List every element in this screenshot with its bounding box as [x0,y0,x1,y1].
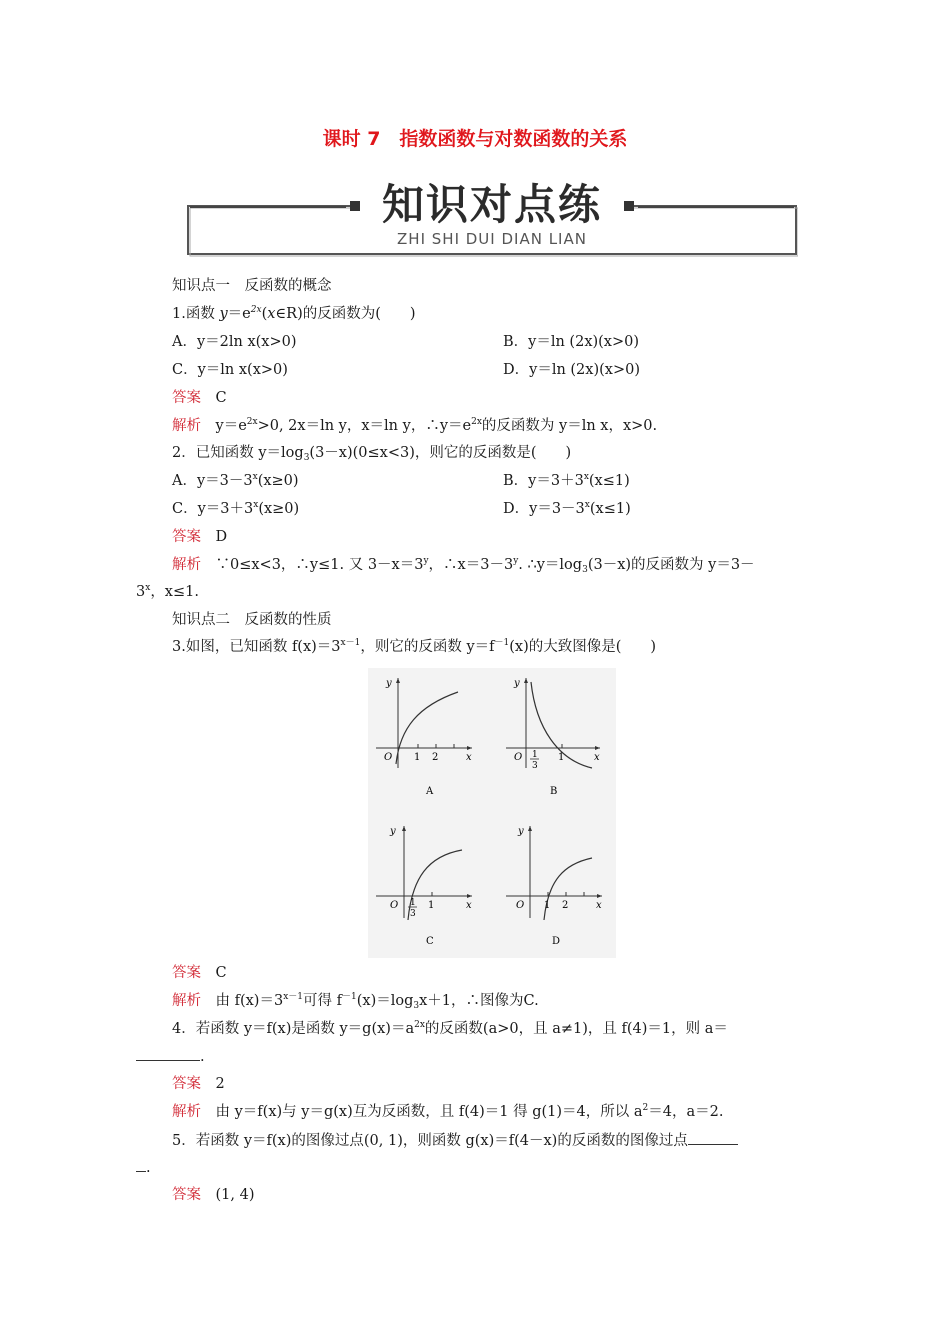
graph-c-caption: C [426,936,434,947]
graph-a-x-label: x [466,752,472,763]
graph-d-origin: O [516,900,525,911]
banner-sub-text: ZHI SHI DUI DIAN LIAN [397,230,587,248]
graph-b-caption: B [550,786,558,797]
q4-analysis: 解析 由 y＝f(x)与 y＝g(x)互为反函数，且 f(4)＝1 得 g(1)＝4，所以 $a^2=4$，a＝2. [172,1103,724,1120]
graph-c-fraction-num: 1 [410,898,416,908]
graph-c-origin: O [390,900,399,911]
question-3-stem: 3.如图，已知函数 $f(x)=3^{x-1}$，则它的反函数 $y=f^{-1}(x)$的大致图像是( ) [172,638,657,655]
q4-answer: 答案 2 [172,1076,225,1092]
graph-b-origin: O [514,752,523,763]
graph-d-tick-2: 2 [562,900,569,911]
question-5-stem: 5．若函数 y＝f(x)的图像过点(0, 1)，则函数 g(x)＝f(4－x)的反函数的图像过点 [172,1130,738,1151]
q1-option-d: D．y＝ln (2x)(x>0) [503,362,640,378]
section-heading-2: 知识点二 反函数的性质 [172,612,332,628]
question-2-stem: 2．已知函数 $y=\log_3(3-x)(0\le x<3)$，则它的反函数是( ) [172,445,572,463]
q3-answer: 答案 C [172,965,227,981]
graph-a-tick-1: 1 [414,752,421,763]
q2-option-d: D．$y=3-3^x(x\le 1)$ [503,500,631,517]
graph-a-tick-2: 2 [432,752,439,763]
graph-d-x-label: x [596,900,602,911]
banner-main-text: 知识对点练 [381,180,602,229]
q4-answer-blank[interactable] [136,1046,200,1061]
q2-option-c: C．$y=3+3^x(x\ge 0)$ [172,500,300,517]
graph-c-tick-1: 1 [428,900,435,911]
graph-d-y-label: y [518,826,524,837]
q2-answer: 答案 D [172,529,228,545]
section-banner [186,170,798,258]
question-4-stem: 4．若函数 y＝f(x)是函数 $y=g(x)=a^{2x}$的反函数(a>0，且 a≠1)，且 f(4)＝1，则 a＝ [172,1020,728,1037]
graph-a-caption: A [426,786,434,797]
graph-b-fraction-num: 1 [532,750,538,760]
question-5-blank-line: . [136,1157,151,1178]
q2-analysis-line-1: 解析 ∵0≤x<3，∴y≤1. 又 $3-x=3^y$，$\therefore x=3-3^y$. $\therefore y=\log_3(3-x)$的反函数为 y＝3－ [172,556,755,575]
q2-option-b: B．$y=3+3^x(x\le 1)$ [503,472,630,489]
graph-d-caption: D [552,936,561,947]
graph-c-y-label: y [390,826,396,837]
graph-b-tick-1: 1 [558,752,565,763]
q5-answer: 答案 (1, 4) [172,1187,255,1203]
graph-b-x-label: x [594,752,600,763]
q1-option-b: B．y＝ln (2x)(x>0) [503,334,640,350]
graph-b-fraction-den: 3 [532,761,538,771]
q3-graph-figure [368,668,616,958]
q1-analysis: 解析 $y=e^{2x}>0$, 2x＝ln y，x＝ln y，$\therefore y=e^{2x}$的反函数为 y＝ln x，x>0. [172,417,658,434]
q1-option-a: A．y＝2ln x(x>0) [172,334,297,350]
graph-d-tick-1: 1 [544,900,551,911]
graph-c-x-label: x [466,900,472,911]
q5-answer-blank[interactable] [688,1130,738,1145]
q1-answer: 答案 C [172,390,227,406]
question-1-stem: 1.函数 $y=e^{2x}(x\in R)$的反函数为( ) [172,305,416,322]
question-4-blank-line: . [136,1046,205,1067]
q3-analysis: 解析 由 $f(x)=3^{x-1}$可得 $f^{-1}(x)=\log_3x+1$，∴图像为C. [172,992,539,1011]
q2-option-a: A．$y=3-3^x(x\ge 0)$ [172,472,299,489]
section-heading-1: 知识点一 反函数的概念 [172,278,332,294]
graph-a-origin: O [384,752,393,763]
q2-analysis-line-2: 3$^x$，x≤1. [136,583,199,600]
q1-option-c: C．y＝ln x(x>0) [172,362,288,378]
graph-a-y-label: y [386,678,392,689]
graph-b-y-label: y [514,678,520,689]
graph-c-fraction-den: 3 [410,909,416,919]
lesson-title: 课时 7 指数函数与对数函数的关系 [322,128,628,150]
